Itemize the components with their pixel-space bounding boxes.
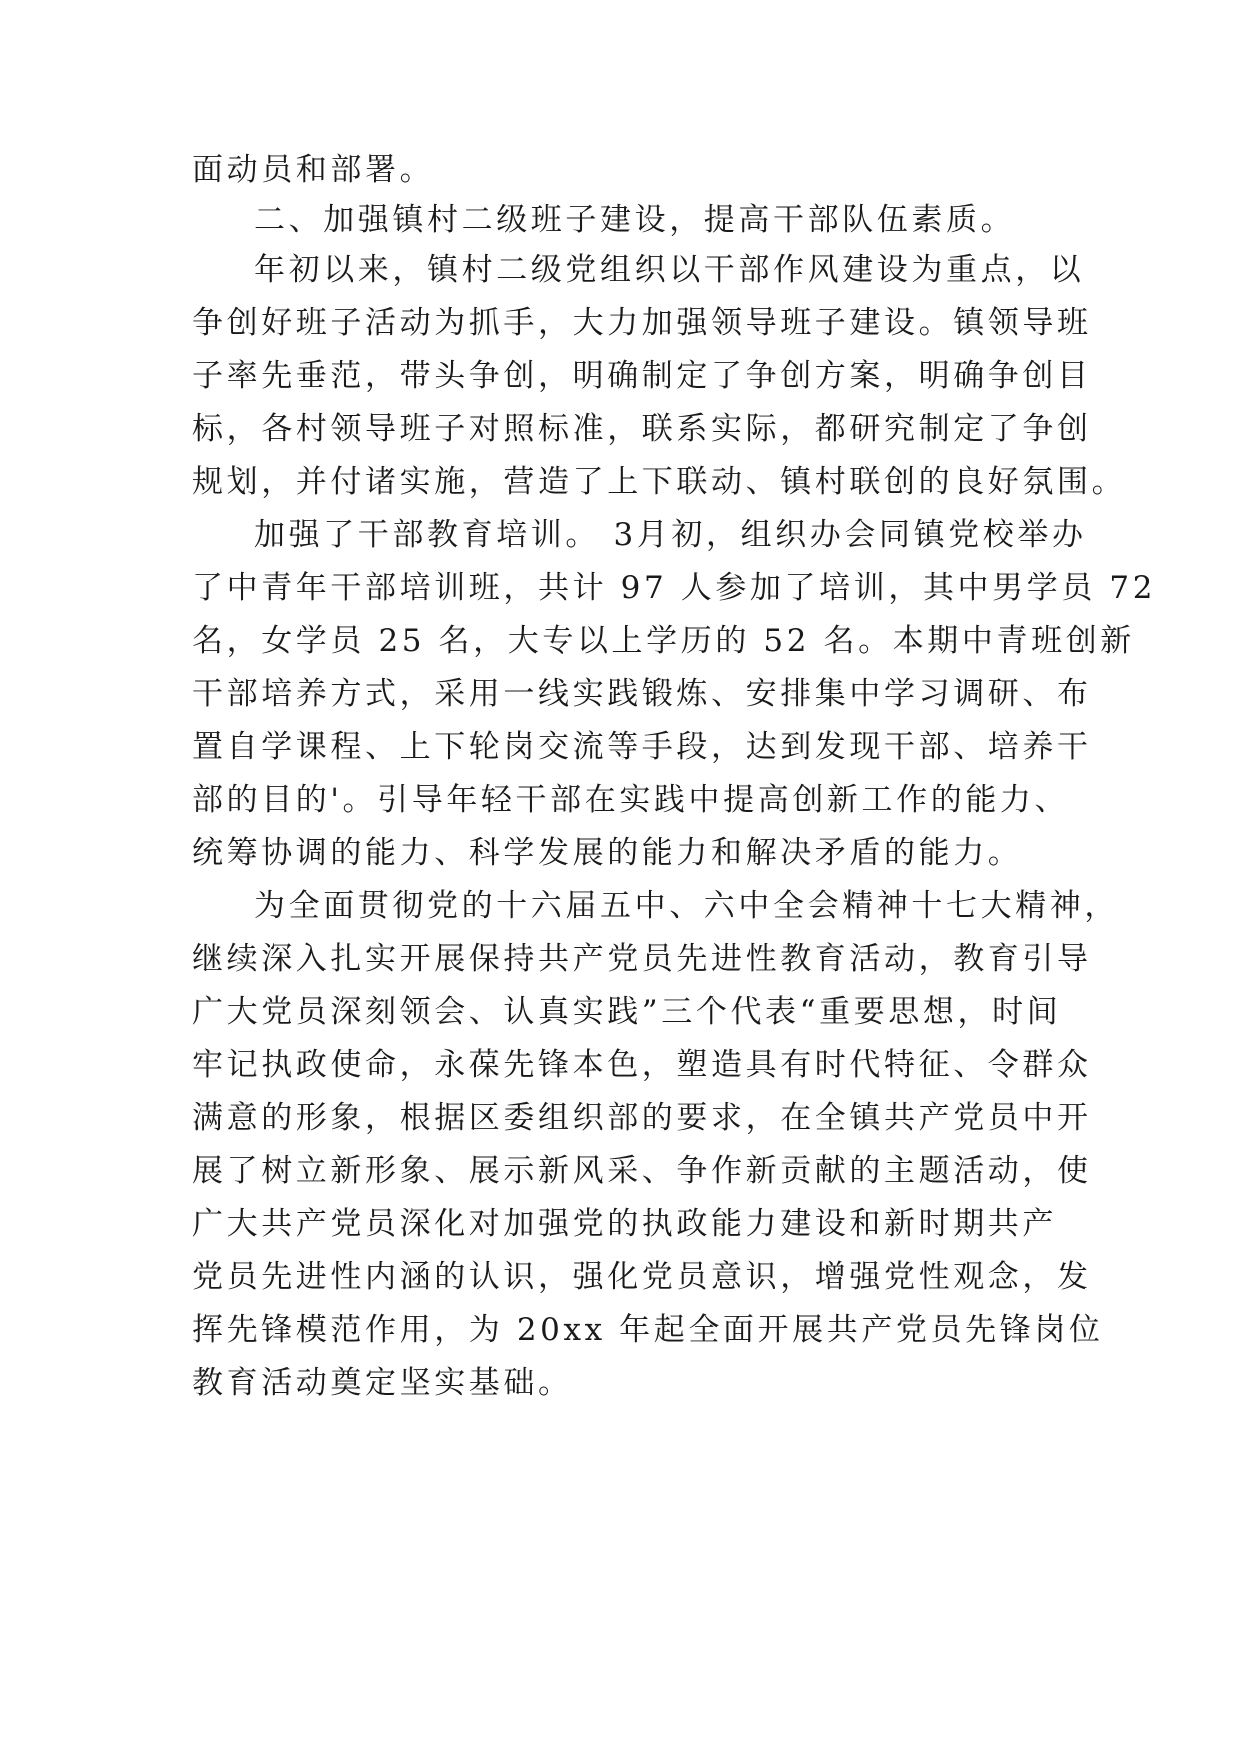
text-line: 规划，并付诸实施，营造了上下联动、镇村联创的良好氛围。	[192, 464, 1127, 500]
text-line: 广大党员深刻领会、认真实践”三个代表“重要思想，时间	[192, 994, 1062, 1030]
text-line: 教育活动奠定坚实基础。	[192, 1365, 573, 1401]
text-line: 置自学课程、上下轮岗交流等手段，达到发现干部、培养干	[192, 729, 1092, 765]
text-line: 标，各村领导班子对照标准，联系实际，都研究制定了争创	[192, 411, 1092, 447]
text-line: 满意的形象，根据区委组织部的要求，在全镇共产党员中开	[192, 1100, 1092, 1136]
text-line: 挥先锋模范作用，为 20xx 年起全面开展共产党员先锋岗位	[192, 1312, 1104, 1348]
text-line: 名，女学员 25 名，大专以上学历的 52 名。本期中青班创新	[192, 623, 1135, 659]
text-line: 牢记执政使命，永葆先锋本色，塑造具有时代特征、令群众	[192, 1047, 1092, 1083]
text-line: 了中青年干部培训班，共计 97 人参加了培训，其中男学员 72	[192, 570, 1157, 606]
text-line: 展了树立新形象、展示新风采、争作新贡献的主题活动，使	[192, 1153, 1092, 1189]
text-line: 年初以来，镇村二级党组织以干部作风建设为重点，以	[254, 252, 1085, 288]
text-line: 广大共产党员深化对加强党的执政能力建设和新时期共产	[192, 1206, 1057, 1242]
text-line: 干部培养方式，采用一线实践锻炼、安排集中学习调研、布	[192, 676, 1092, 712]
text-line: 子率先垂范，带头争创，明确制定了争创方案，明确争创目	[192, 358, 1092, 394]
section-heading: 二、加强镇村二级班子建设，提高干部队伍素质。	[254, 202, 1016, 238]
text-line: 统筹协调的能力、科学发展的能力和解决矛盾的能力。	[192, 835, 1023, 871]
text-line: 党员先进性内涵的认识，强化党员意识，增强党性观念，发	[192, 1259, 1092, 1295]
text-line: 面动员和部署。	[192, 152, 435, 188]
text-line: 争创好班子活动为抓手，大力加强领导班子建设。镇领导班	[192, 305, 1092, 341]
text-line: 继续深入扎实开展保持共产党员先进性教育活动，教育引导	[192, 941, 1092, 977]
text-line: 加强了干部教育培训。 3月初，组织办会同镇党校举办	[254, 517, 1087, 553]
text-line: 为全面贯彻党的十六届五中、六中全会精神十七大精神，	[254, 888, 1119, 924]
text-line: 部的目的'。引导年轻干部在实践中提高创新工作的能力、	[192, 782, 1070, 818]
